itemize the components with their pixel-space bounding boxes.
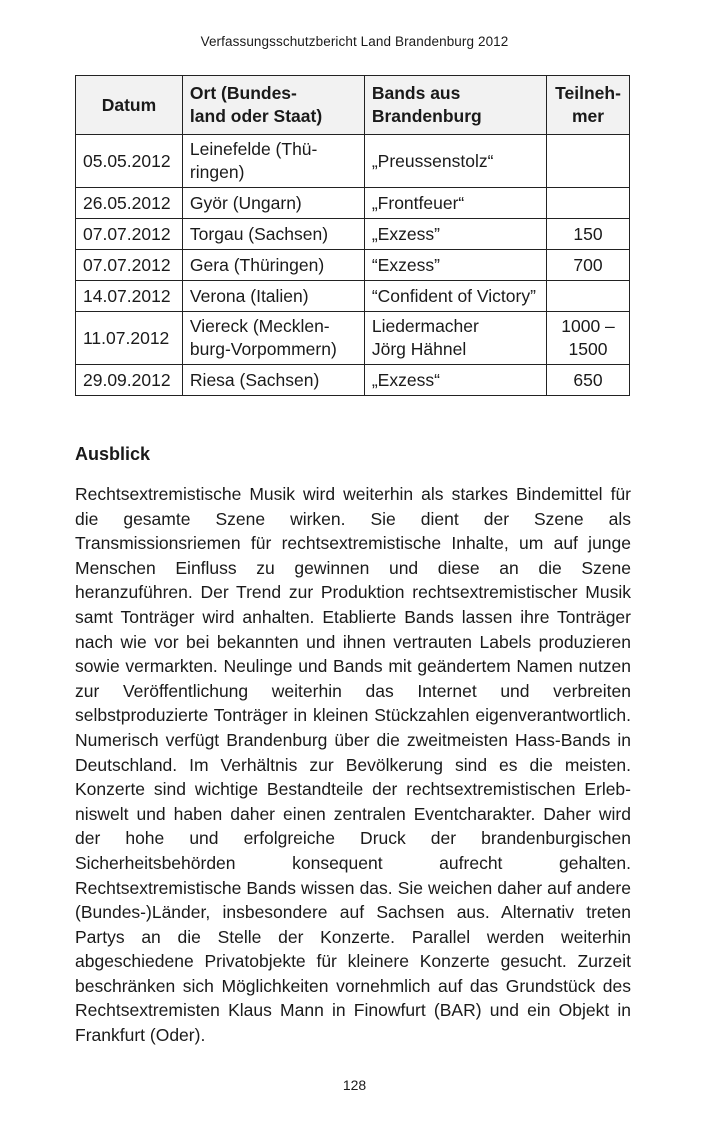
cell-participants: 1000 – 1500 [547, 312, 630, 365]
cell-participants: 700 [547, 250, 630, 281]
cell-band: Liedermacher Jörg Hähnel [364, 312, 546, 365]
cell-date: 07.07.2012 [76, 219, 183, 250]
cell-date: 11.07.2012 [76, 312, 183, 365]
cell-band: „Exzess“ [364, 365, 546, 396]
cell-location: Riesa (Sachsen) [182, 365, 364, 396]
cell-location: Verona (Italien) [182, 281, 364, 312]
table-row [76, 188, 630, 219]
cell-band: “Exzess” [364, 250, 546, 281]
table-row [76, 365, 630, 396]
table-row [76, 281, 630, 312]
cell-location: Viereck (Mecklen- burg-Vorpommern) [182, 312, 364, 365]
cell-participants: 150 [547, 219, 630, 250]
cell-participants [547, 188, 630, 219]
page-number: 128 [342, 1077, 367, 1093]
column-header-teilnehmer: Teilneh- mer [547, 76, 630, 135]
cell-band: „Frontfeuer“ [364, 188, 546, 219]
table-row [76, 135, 630, 188]
cell-location: Györ (Ungarn) [182, 188, 364, 219]
cell-location: Leinefelde (Thü- ringen) [182, 135, 364, 188]
column-header-datum: Datum [76, 76, 183, 135]
table-header-row [76, 76, 630, 135]
cell-location: Gera (Thüringen) [182, 250, 364, 281]
cell-date: 26.05.2012 [76, 188, 183, 219]
cell-band: „Exzess” [364, 219, 546, 250]
cell-participants: 650 [547, 365, 630, 396]
column-header-bands: Bands aus Brandenburg [364, 76, 546, 135]
body-paragraph: Rechtsextremistische Musik wird weiterhin als starkes Bindemittel für die gesamte Szene wirken. Sie dient der Szene als Transmissionsriemen für rechtsextremistische Inhalte, um auf junge Menschen Einfluss zu gewinnen und diese an die Szene heranzuführen. Der Trend zur Produktion rechtsextremistischer Musik samt Tonträger wird anhalten. Etablierte Bands lassen ihre Tonträger nach wie vor bei bekannten und ihnen vertrauten Labels produzieren sowie vermarkten. Neulinge und Bands mit geändertem Namen nutzen zur Veröffentlichung weiterhin das Internet und verbreiten selbstproduzierte Tonträger in kleinen Stückzahlen eigenverantwortlich. Numerisch verfügt Brandenburg über die zweitmeisten Hass-Bands in Deutschland. Im Verhältnis zur Bevölkerung sind es die meisten. Konzerte sind wichtige Bestandteile der rechtsextremistischen Erlebniswelt und haben daher einen zentralen Eventcharakter. Daher wird der hohe und erfolgreiche Druck der brandenburgischen Sicherheitsbehörden konsequent aufrecht gehalten. Rechtsextremistische Bands wissen das. Sie weichen daher auf andere (Bundes-)Länder, insbesondere auf Sachsen aus. Alternativ treten Partys an die Stelle der Konzerte. Parallel werden weiterhin abgeschiedene Privatobjekte für kleinere Konzerte gesucht. Zurzeit beschränken sich Möglichkeiten vornehmlich auf das Grundstück des Rechtsextremisten Klaus Mann in Finowfurt (BAR) und ein Objekt in Frankfurt (Oder). [75, 484, 631, 1046]
cell-location: Torgau (Sachsen) [182, 219, 364, 250]
running-header: Verfassungsschutzbericht Land Brandenburg 2012 [200, 34, 509, 49]
column-header-ort: Ort (Bundes- land oder Staat) [182, 76, 364, 135]
cell-participants [547, 135, 630, 188]
table-row [76, 250, 630, 281]
cell-date: 07.07.2012 [76, 250, 183, 281]
cell-date: 29.09.2012 [76, 365, 183, 396]
table-row [76, 219, 630, 250]
section-heading: Ausblick [75, 444, 151, 464]
cell-date: 14.07.2012 [76, 281, 183, 312]
cell-band: “Confident of Victory” [364, 281, 546, 312]
cell-date: 05.05.2012 [76, 135, 183, 188]
concerts-table [75, 75, 630, 396]
cell-participants [547, 281, 630, 312]
cell-band: „Preussenstolz“ [364, 135, 546, 188]
table-row [76, 312, 630, 365]
